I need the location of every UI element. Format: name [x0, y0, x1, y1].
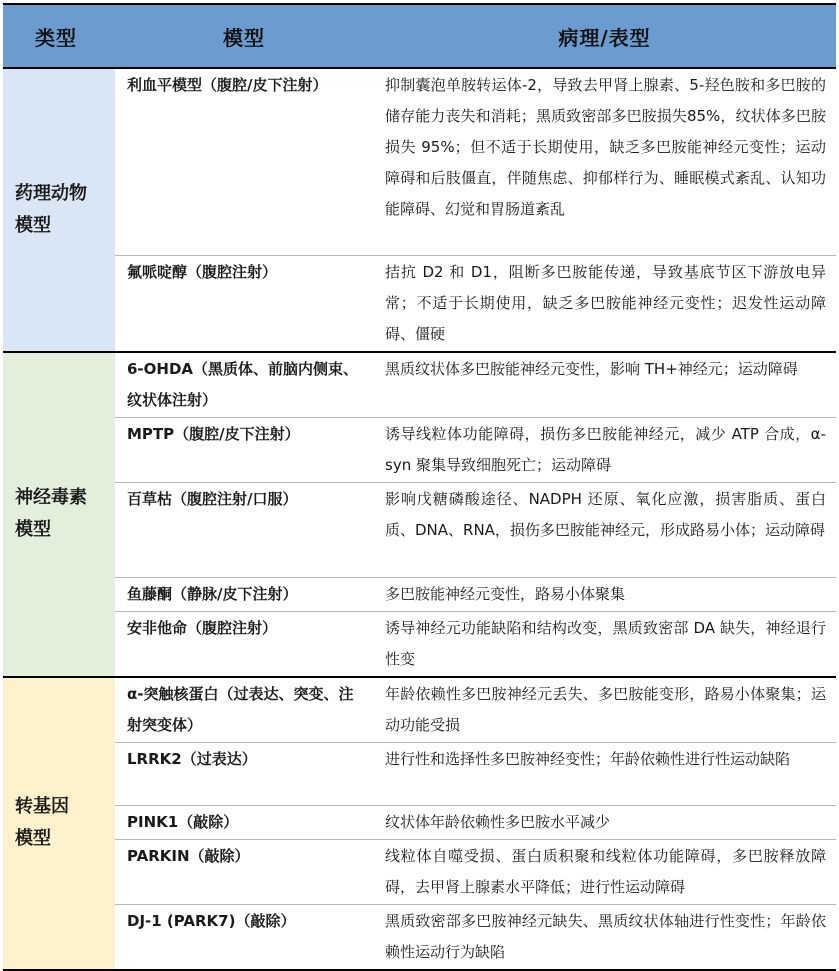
- model-name: 安非他命（腹腔注射）: [115, 611, 373, 677]
- pathology-text: 影响戊糖磷酸途径、NADPH 还原、氧化应激，损害脂质、蛋白质、DNA、RNA，损伤多巴胺能神经元，形成路易小体；运动障碍: [373, 482, 836, 577]
- model-name: PARKIN（敲除）: [115, 839, 373, 904]
- pd-models-table: [3, 3, 836, 971]
- type-label: 药理动物 模型: [3, 68, 115, 352]
- table-row: [3, 68, 836, 255]
- header-row: [3, 4, 836, 68]
- model-name: DJ-1 (PARK7)（敲除）: [115, 904, 373, 970]
- table-header: [3, 4, 836, 68]
- table-row: [3, 417, 836, 482]
- header-type: 类型: [3, 4, 115, 68]
- table-row: [3, 742, 836, 805]
- table-row: [3, 611, 836, 677]
- model-name: 鱼藤酮（静脉/皮下注射）: [115, 577, 373, 611]
- table-row: [3, 482, 836, 577]
- pathology-text: 线粒体自噬受损、蛋白质积聚和线粒体功能障碍，多巴胺释放障碍，去甲肾上腺素水平降低；进行性运动障碍: [373, 839, 836, 904]
- table-row: [3, 904, 836, 970]
- model-name: LRRK2（过表达）: [115, 742, 373, 805]
- type-label: 转基因 模型: [3, 677, 115, 970]
- model-name: PINK1（敲除）: [115, 805, 373, 839]
- table-row: [3, 255, 836, 352]
- table-row: [3, 352, 836, 418]
- model-name: 氟哌啶醇（腹腔注射）: [115, 255, 373, 352]
- table-row: [3, 577, 836, 611]
- pathology-text: 诱导神经元功能缺陷和结构改变，黑质致密部 DA 缺失，神经退行性变: [373, 611, 836, 677]
- table-row: [3, 839, 836, 904]
- pathology-text: 黑质纹状体多巴胺能神经元变性，影响 TH+神经元；运动障碍: [373, 352, 836, 418]
- pathology-text: 诱导线粒体功能障碍，损伤多巴胺能神经元，减少 ATP 合成，α-syn 聚集导致细胞死亡；运动障碍: [373, 417, 836, 482]
- group-pharmacological: [3, 68, 836, 352]
- pathology-text: 进行性和选择性多巴胺神经变性；年龄依赖性进行性运动缺陷: [373, 742, 836, 805]
- model-name: MPTP（腹腔/皮下注射）: [115, 417, 373, 482]
- model-name: 百草枯（腹腔注射/口服）: [115, 482, 373, 577]
- pathology-text: 拮抗 D2 和 D1，阻断多巴胺能传递，导致基底节区下游放电异常；不适于长期使用，缺乏多巴胺能神经元变性；迟发性运动障碍、僵硬: [373, 255, 836, 352]
- model-name: α-突触核蛋白（过表达、突变、注射突变体）: [115, 677, 373, 743]
- model-name: 6-OHDA（黑质体、前脑内侧束、纹状体注射）: [115, 352, 373, 418]
- group-neurotoxin: [3, 352, 836, 677]
- pathology-text: 黑质致密部多巴胺神经元缺失、黑质纹状体轴进行性变性；年龄依赖性运动行为缺陷: [373, 904, 836, 970]
- pathology-text: 抑制囊泡单胺转运体-2，导致去甲肾上腺素、5-羟色胺和多巴胺的储存能力丧失和消耗；黑质致密部多巴胺损失85%，纹状体多巴胺损失 95%；但不适于长期使用，缺乏多巴胺能神经元变性；运动障碍和后肢僵直，伴随焦虑、抑郁样行为、睡眠模式紊乱、认知功能障碍、幻觉和胃肠道紊乱: [373, 68, 836, 255]
- group-transgenic: [3, 677, 836, 970]
- header-pathology: 病理/表型: [373, 4, 836, 68]
- header-model: 模型: [115, 4, 373, 68]
- pathology-text: 年龄依赖性多巴胺神经元丢失、多巴胺能变形，路易小体聚集；运动功能受损: [373, 677, 836, 743]
- model-name: 利血平模型（腹腔/皮下注射）: [115, 68, 373, 255]
- pathology-text: 多巴胺能神经元变性，路易小体聚集: [373, 577, 836, 611]
- table-row: [3, 677, 836, 743]
- pathology-text: 纹状体年龄依赖性多巴胺水平减少: [373, 805, 836, 839]
- table-row: [3, 805, 836, 839]
- type-label: 神经毒素 模型: [3, 352, 115, 677]
